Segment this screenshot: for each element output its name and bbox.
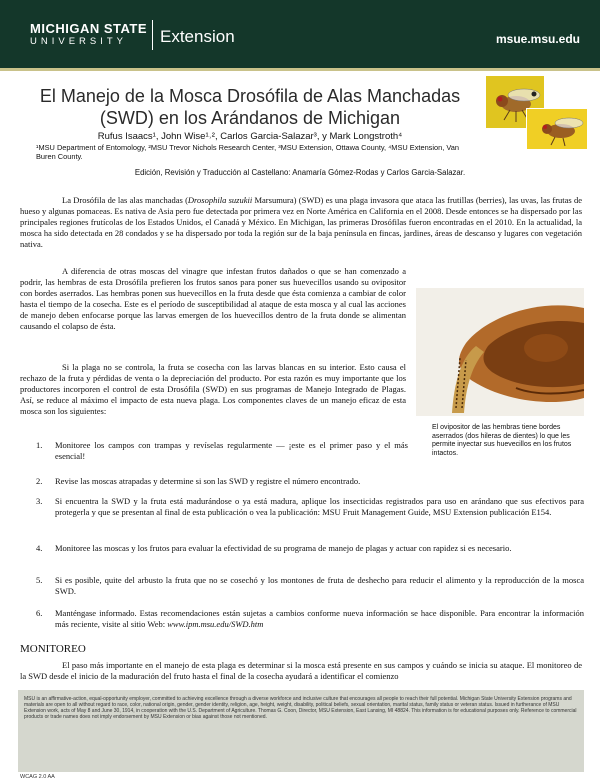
list-item bbox=[36, 575, 584, 597]
extension-wordmark: Extension bbox=[160, 27, 235, 46]
edition-credit: Edición, Revisión y Traducción al Castellano: Anamaría Gómez-Rodas y Carlos Garcia-Salazar. bbox=[134, 168, 466, 177]
author-affiliations: ¹MSU Department of Entomology, ²MSU Trevor Nichols Research Center, ³MSU Extension, Ottawa County, ⁴MSU Extension, Van Buren County. bbox=[36, 143, 459, 161]
list-number: 6. bbox=[36, 608, 43, 618]
logo-line-university: UNIVERSITY bbox=[30, 36, 128, 47]
website-url[interactable]: msue.msu.edu bbox=[495, 32, 580, 46]
disclaimer-text: MSU is an affirmative-action, equal-opportunity employer, committed to achieving excellence through a diverse workforce and inclusive culture that encourages all people to reach their full potential. Michigan State University Extension programs and materials are open to all without regard to race, color, national origin, gender, gender identity, religion, age, height, weight, disability, political beliefs, sexual orientation, marital status, family status or veteran status. Issued in furtherance of MSU Extension work, acts of May 8 and June 30, 1914, in cooperation with the U.S. Department of Agriculture. Thomas G. Coon, Director, MSU Extension, East Lansing, MI 48824. This information is for educational purposes only. Reference to commercial products or trade names does not imply endorsement by MSU Extension or bias against those not mentioned. bbox=[24, 696, 577, 721]
list-text: Si encuentra la SWD y la fruta está madurándose o ya está madura, aplique los insecticidas registrados para uso en arándano que sus efectivos para protegerla y que se presentan al final de esta publicación o vea la publicación: MSU Fruit Management Guide, MSU Extension publicación E154. bbox=[55, 496, 584, 517]
list-item bbox=[36, 608, 584, 630]
list-text: Monitoree los campos con trampas y revíselas regularmente — ¡este es el primer paso y el más esencial! bbox=[55, 440, 408, 461]
drosophila-female-icon bbox=[527, 109, 587, 149]
list-text: Monitoree las moscas y los frutos para evaluar la efectividad de su programa de manejo de plagas y actuar con rapidez si es necesario. bbox=[55, 543, 512, 553]
list-item bbox=[36, 543, 584, 554]
list-number: 2. bbox=[36, 476, 43, 486]
monitoreo-paragraph: El paso más importante en el manejo de esta plaga es determinar si la mosca está presente en sus campos y cuándo se inicia su ataque. El monitoreo de la SWD desde el inicio de la maduración del fruto hasta el final de la cosecha ayudará a identificar el comienzo bbox=[20, 660, 582, 681]
list-number: 5. bbox=[36, 575, 43, 585]
list-number: 3. bbox=[36, 496, 43, 506]
msu-extension-banner bbox=[0, 0, 600, 71]
list-number: 1. bbox=[36, 440, 43, 450]
list-text-body: Manténgase informado. Estas recomendaciones están sujetas a cambios conforme nueva información se hace disponible. Para encontrar la información más reciente, visite al sitio Web: bbox=[55, 608, 584, 629]
list-text: Revise las moscas atrapadas y determine si son las SWD y registre el número encontrado. bbox=[55, 476, 361, 486]
document-title: El Manejo de la Mosca Drosófila de Alas Manchadas (SWD) en los Arándanos de Michigan bbox=[39, 86, 461, 128]
intro-paragraph-2: A diferencia de otras moscas del vinagre que infestan frutos dañados o que se han comenzado a podrir, las hembras de esta Drosófila prefieren los frutos sanos para poner sus huevecillos usando su ovipositor con bordes aserrados. Las hembras ponen sus huevecillos en la fruta desde que ésta comienza a cambiar de color hasta el tiempo de la cosecha. Este es el período de susceptibilidad al ataque de esta mosca y al cual las acciones de manejo deben enfocarse porque las larvas emergen de los huevecillos dentro de la fruta donde se alimentan causando el colapso de ésta. bbox=[20, 266, 406, 331]
logo-line-michigan-state: MICHIGAN STATE bbox=[30, 21, 148, 36]
list-item bbox=[36, 440, 408, 462]
author-list: Rufus Isaacs¹, John Wise¹˒², Carlos Garcia-Salazar³, y Mark Longstroth⁴ bbox=[97, 131, 403, 142]
list-number: 4. bbox=[36, 543, 43, 553]
intro-paragraph-1 bbox=[20, 195, 582, 250]
footer-disclaimer bbox=[18, 690, 584, 772]
msu-logo bbox=[30, 22, 147, 47]
intro-paragraph-3: Si la plaga no se controla, la fruta se cosecha con las larvas blancas en su interior. Esto causa el rechazo de la fruta y pérdidas de venta o la depreciación del producto. Por esta razón es muy importante que los productores incorporen el control de esta Drosófila (SWD) en sus programas de Manejo Integrado de Plagas. Así, se reduce al máximo el impacto de esta nueva plaga. Los componentes claves de un manejo eficaz de esta mosca son los siguientes: bbox=[20, 362, 406, 416]
list-text bbox=[55, 608, 584, 630]
ovipositor-photo bbox=[416, 288, 584, 416]
species-name: Drosophila suzukii bbox=[187, 195, 253, 205]
publication-code: WCAG 2.0 AA bbox=[20, 774, 55, 780]
list-item bbox=[36, 496, 584, 518]
figure-caption: El ovipositor de las hembras tiene bordes aserrados (dos hileras de dientes) lo que les permite inyectar sus huevecillos en los frutos intactos. bbox=[432, 424, 572, 457]
section-heading-monitoreo: MONITOREO bbox=[20, 643, 86, 655]
list-item bbox=[36, 476, 584, 487]
ovipositor-image bbox=[416, 288, 584, 416]
ipm-website-link[interactable]: www.ipm.msu.edu/SWD.htm bbox=[167, 619, 264, 629]
logo-divider bbox=[152, 20, 153, 50]
intro-text-rest: Marsumura) (SWD) es una plaga invasora que ataca las frutillas (berries), las uvas, las frutas de hueso y algunas pomaceas. Es nativa de Asia pero fue detectada por primera vez en Norte América en California en el 2008. Desde entonces se ha dispersado por las principales regiones frutícolas de los Estados Unidos, el Canadá y México. En Michigan, las primeras Drosófilas fueron encontradas en el 2010. En la actualidad, la mosca ha sido detectada en 28 condados y se ha dispersado por toda la región sur de la baja península en fincas, jardines, áreas de descanso y lugares con vegetación nativa. bbox=[20, 195, 583, 249]
intro-text-start: La Drosófila de las alas manchadas ( bbox=[62, 195, 188, 205]
fly-photo-bottom bbox=[526, 108, 588, 150]
list-text: Si es posible, quite del arbusto la fruta que no se cosechó y los montones de fruta de deshecho para reducir el alimento y la reproducción de la mosca SWD. bbox=[55, 575, 584, 596]
